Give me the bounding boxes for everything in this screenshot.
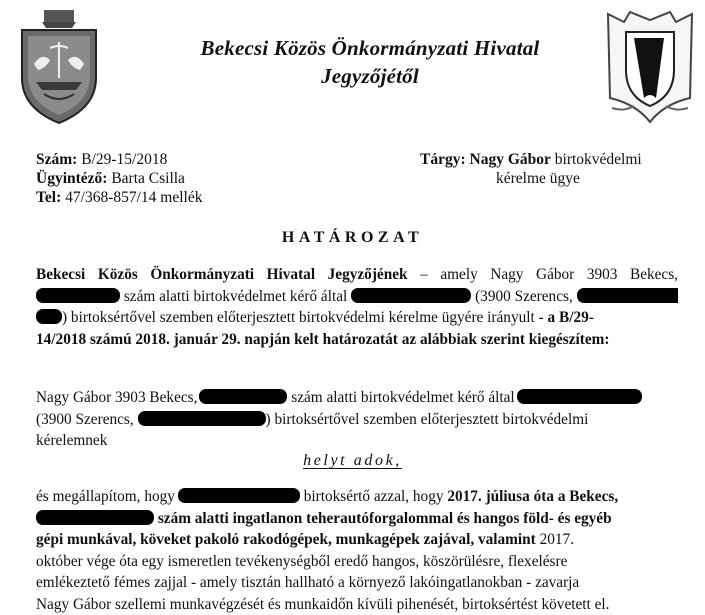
p2-line2	[36, 409, 678, 431]
document-title: HATÁROZAT	[0, 229, 705, 247]
subject-block	[420, 150, 685, 188]
p2-l2-a: (3900 Szerencs,	[36, 411, 134, 428]
p3-l3-rest: 2017.	[540, 531, 574, 548]
subject-rest1: birtokvédelmi	[555, 151, 642, 168]
phone-label: Tel:	[36, 189, 61, 206]
redaction-mark	[517, 389, 642, 404]
paragraph-finding	[36, 486, 678, 615]
office-title-line2: Jegyzőjétől	[150, 62, 590, 90]
subject-line1	[420, 150, 685, 169]
paragraph-request	[36, 387, 678, 452]
p1-line4	[36, 329, 678, 351]
p3-line2	[36, 508, 678, 530]
p1-line3	[36, 307, 678, 329]
district-coat-of-arms-icon	[604, 8, 696, 126]
p1-l1-rest: – amely Nagy Gábor 3903 Bekecs,	[420, 266, 678, 283]
p1-l3-bold: a B/29-	[548, 309, 594, 326]
p2-l2-b: ) birtoksértővel szemben előterjesztett birtokvédelmi	[266, 411, 589, 428]
p3-line3	[36, 529, 678, 551]
p1-line2	[36, 286, 678, 308]
p3-line6: Nagy Gábor szellemi munkavégzését és munkaidőn kívüli pihenését, birtoksértést követett el.	[36, 594, 678, 615]
redaction-mark	[36, 510, 154, 525]
redaction-mark	[36, 309, 62, 324]
office-title	[150, 34, 590, 90]
paragraph-intro	[36, 264, 678, 350]
p2-line1	[36, 387, 678, 409]
case-officer	[36, 169, 202, 188]
redaction-mark	[351, 288, 471, 303]
redaction-mark	[36, 288, 120, 303]
p2-line3: kérelemnek	[36, 430, 678, 452]
phone	[36, 188, 202, 207]
decision-heading: helyt adok,	[0, 452, 705, 470]
p3-line1	[36, 486, 678, 508]
p2-l1-a: Nagy Gábor 3903 Bekecs,	[36, 389, 197, 406]
p3-line4: október vége óta egy ismeretlen tevékenységből eredő hangos, köszörülésre, flexelésre	[36, 551, 678, 573]
p1-l2-a: szám alatti birtokvédelmet kérő által	[124, 288, 347, 305]
p1-line1	[36, 264, 678, 286]
redaction-mark	[199, 389, 287, 404]
bekecs-coat-of-arms-icon	[14, 8, 104, 126]
p3-line5: emlékeztető fémes zajjal - amely tisztán hallható a környező lakóingatlanokban - zavarja	[36, 572, 678, 594]
redaction-mark	[577, 288, 678, 303]
p3-l1-bold: 2017. júliusa óta a Bekecs,	[447, 488, 618, 505]
reference-number-label: Szám:	[36, 151, 77, 168]
subject-label: Tárgy:	[420, 151, 466, 168]
subject-name: Nagy Gábor	[470, 151, 551, 168]
p3-l3-bold: gépi munkával, köveket pakoló rakodógépek, munkagépek zajával, valamint	[36, 531, 536, 548]
document-meta	[36, 150, 202, 207]
p1-l4-bold: 14/2018 számú 2018. január 29. napján kelt határozatát az alábbiak szerint kiegészítem:	[36, 331, 609, 348]
p2-l1-b: szám alatti birtokvédelmet kérő által	[291, 389, 514, 406]
reference-number-value: B/29-15/2018	[81, 151, 167, 168]
p3-l1-a: és megállapítom, hogy	[36, 488, 175, 505]
redaction-mark	[138, 411, 266, 426]
case-officer-value: Barta Csilla	[111, 170, 185, 187]
p1-l3-a: ) birtoksértővel szemben előterjesztett birtokvédelmi kérelme ügyére irányult -	[62, 309, 544, 326]
case-officer-label: Ügyintéző:	[36, 170, 107, 187]
p1-l2-b: (3900 Szerencs,	[475, 288, 573, 305]
office-title-line1: Bekecsi Közös Önkormányzati Hivatal	[150, 34, 590, 62]
subject-line2: kérelme ügye	[420, 169, 685, 188]
phone-value: 47/368-857/14 mellék	[65, 189, 202, 206]
reference-number	[36, 150, 202, 169]
p3-l1-b: birtoksértő azzal, hogy	[304, 488, 444, 505]
redaction-mark	[178, 488, 300, 503]
p3-l2-bold: szám alatti ingatlanon teherautóforgalommal és hangos föld- és egyéb	[158, 510, 612, 527]
p1-l1-bold: Bekecsi Közös Önkormányzati Hivatal Jegyzőjének	[36, 266, 408, 283]
